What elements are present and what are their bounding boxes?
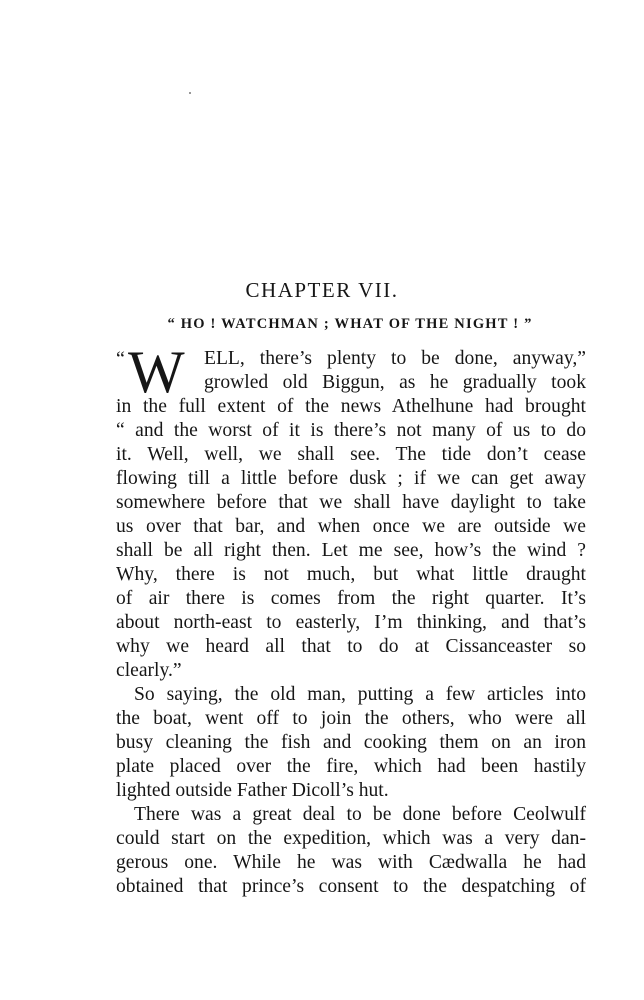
paragraph-2 <box>116 683 586 803</box>
drop-cap <box>116 339 204 405</box>
text-line: Why, there is not much, but what little draught <box>116 564 586 585</box>
text-line: why we heard all that to do at Cissanceaster so <box>116 636 586 657</box>
chapter-subtitle: “ HO ! WATCHMAN ; WHAT OF THE NIGHT ! ” <box>167 316 533 332</box>
paragraph-1 <box>116 339 586 683</box>
drop-cap-letter: W <box>128 339 185 405</box>
text-line: us over that bar, and when once we are outside we <box>116 516 586 537</box>
text-line: ELL, there’s plenty to be done, anyway,” <box>204 348 586 369</box>
text-line: There was a great deal to be done before Ceolwulf <box>134 804 586 825</box>
text-line: could start on the expedition, which was a very dan- <box>116 828 586 849</box>
text-line: “ and the worst of it is there’s not many of us to do <box>116 420 586 441</box>
text-line: growled old Biggun, as he gradually took <box>204 372 586 393</box>
page-speck <box>189 92 191 94</box>
text-line: flowing till a little before dusk ; if we can get away <box>116 468 586 489</box>
text-line: of air there is comes from the right quarter. It’s <box>116 588 586 609</box>
paragraph-3 <box>116 803 586 899</box>
body-text <box>116 339 586 899</box>
text-line: clearly.” <box>116 660 182 681</box>
text-line: busy cleaning the fish and cooking them on an iron <box>116 732 586 753</box>
text-line: about north-east to easterly, I’m thinking, and that’s <box>116 612 586 633</box>
text-line: it. Well, well, we shall see. The tide don’t cease <box>116 444 586 465</box>
text-line: obtained that prince’s consent to the despatching of <box>116 876 586 897</box>
text-line: lighted outside Father Dicoll’s hut. <box>116 780 389 801</box>
text-line: gerous one. While he was with Cædwalla he had <box>116 852 586 873</box>
text-line: in the full extent of the news Athelhune had brought <box>116 396 586 417</box>
text-line: the boat, went off to join the others, who were all <box>116 708 586 729</box>
dropcap-lines <box>116 339 586 405</box>
text-line: plate placed over the fire, which had been hastily <box>116 756 586 777</box>
text-line: shall be all right then. Let me see, how’s the wind ? <box>116 540 586 561</box>
drop-cap-quote: “ <box>116 348 125 370</box>
text-line: somewhere before that we shall have daylight to take <box>116 492 586 513</box>
text-line: So saying, the old man, putting a few articles into <box>134 684 586 705</box>
chapter-title: CHAPTER VII. <box>245 278 399 302</box>
